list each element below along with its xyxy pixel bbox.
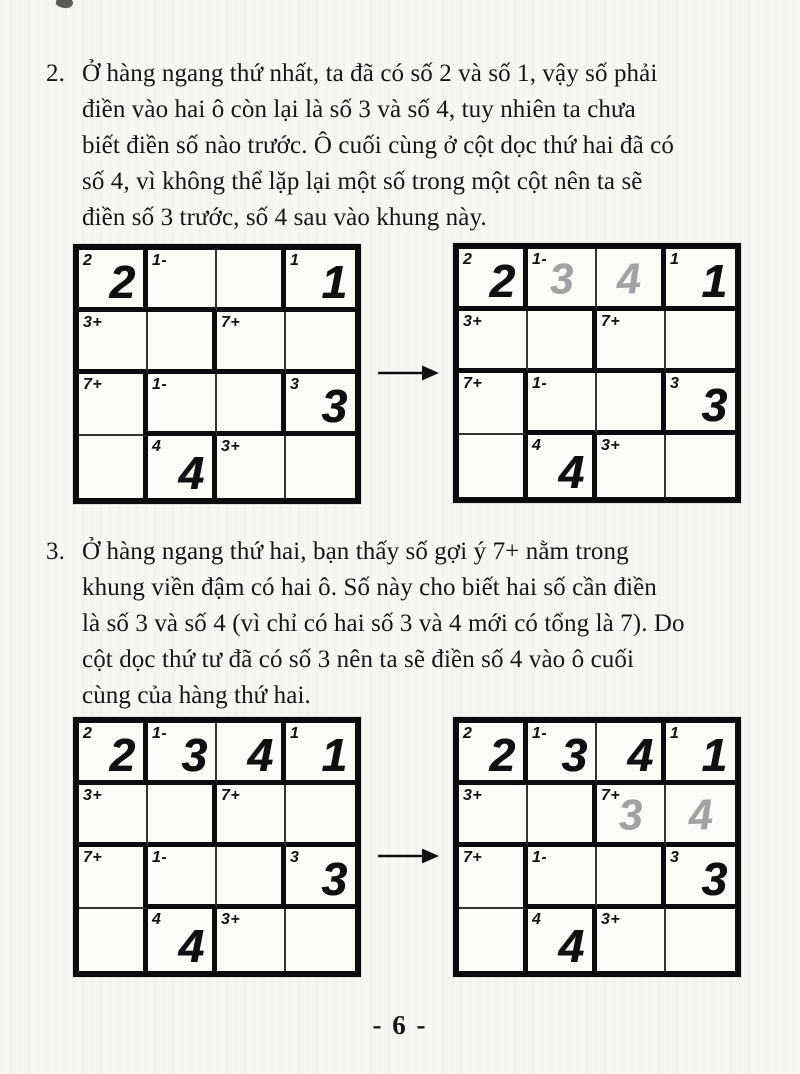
- grid-cell: [666, 723, 735, 785]
- grid-cell: [528, 723, 597, 785]
- cage-clue: 3: [290, 849, 300, 866]
- cage-clue: 4: [152, 911, 162, 928]
- step-number: 2.: [46, 60, 65, 87]
- cell-value-printed: 2: [109, 256, 135, 308]
- cage-clue: 7+: [221, 314, 241, 331]
- cell-value-printed: 4: [558, 920, 584, 972]
- cage-clue: 7+: [601, 787, 621, 804]
- grid-cell: [217, 847, 286, 909]
- cage-clue: 1-: [532, 725, 548, 742]
- grid-cell: [79, 847, 148, 909]
- grid-cell: [148, 436, 217, 498]
- step-number: 3.: [46, 538, 65, 565]
- grid-cell: [79, 312, 148, 374]
- grid-cell: [597, 311, 666, 373]
- cage-clue: 7+: [221, 787, 241, 804]
- cage-clue: 1-: [532, 849, 548, 866]
- grid-cell: [217, 250, 286, 312]
- cage-clue: 3+: [463, 313, 483, 330]
- grid-cell: [666, 909, 735, 971]
- text-line: biết điền số nào trước. Ô cuối cùng ở cột dọc thứ hai đã có: [82, 132, 674, 159]
- grid-cell: [459, 847, 528, 909]
- cage-clue: 3+: [601, 437, 621, 454]
- grid-cell: [459, 435, 528, 497]
- grid-cell: [286, 723, 355, 785]
- grid-cell: [217, 374, 286, 436]
- cage-clue: 1: [670, 725, 680, 742]
- cell-value-handwritten: 3: [617, 791, 644, 841]
- cage-clue: 1-: [532, 251, 548, 268]
- page-number: - 6 -: [372, 1010, 428, 1040]
- cage-clue: 3+: [601, 911, 621, 928]
- text-line: khung viền đậm có hai ô. Số này cho biết hai số cần điền: [82, 574, 657, 601]
- ink-smudge: [55, 0, 74, 9]
- grid-cell: [79, 909, 148, 971]
- cage-clue: 1-: [532, 375, 548, 392]
- cage-clue: 2: [463, 251, 473, 268]
- grid-cell: [666, 373, 735, 435]
- grid-cell: [79, 436, 148, 498]
- text-line: điền vào hai ô còn lại là số 3 và số 4, tuy nhiên ta chưa: [82, 96, 636, 123]
- grid-cell: [459, 909, 528, 971]
- arrow-right-icon: [376, 362, 440, 384]
- instruction-step-3: [46, 534, 770, 714]
- grid-cell: [666, 435, 735, 497]
- grid-cell: [459, 723, 528, 785]
- grid-cell: [79, 250, 148, 312]
- cell-value-printed: 4: [558, 446, 584, 498]
- grid-cell: [666, 249, 735, 311]
- cage-clue: 7+: [601, 313, 621, 330]
- cell-value-handwritten: 4: [687, 791, 714, 841]
- instruction-step-2: [46, 56, 770, 236]
- grid-cell: [459, 311, 528, 373]
- text-line: cột dọc thứ tư đã có số 3 nên ta sẽ điền số 4 vào ô cuối: [82, 646, 635, 673]
- grid-cell: [459, 249, 528, 311]
- grid-cell: [148, 374, 217, 436]
- puzzle-grid-step2-after: [453, 243, 741, 503]
- grid-cell: [148, 847, 217, 909]
- cage-clue: 1: [670, 251, 680, 268]
- cell-value-printed: 2: [489, 729, 515, 781]
- grid-cell: [148, 250, 217, 312]
- grid-cell: [528, 435, 597, 497]
- arrow-right-icon: [376, 845, 440, 867]
- cage-clue: 1: [290, 725, 300, 742]
- cell-value-printed: 2: [109, 729, 135, 781]
- grid-cell: [528, 249, 597, 311]
- cell-value-printed: 1: [321, 729, 347, 781]
- cell-value-printed: 3: [321, 853, 347, 905]
- text-line: Ở hàng ngang thứ hai, bạn thấy số gợi ý 7+ nằm trong: [82, 538, 629, 565]
- text-line: là số 3 và số 4 (vì chỉ có hai số 3 và 4 mới có tổng là 7). Do: [82, 610, 685, 637]
- cage-clue: 7+: [83, 376, 103, 393]
- cage-clue: 7+: [463, 375, 483, 392]
- grid-cell: [597, 373, 666, 435]
- grid-cell: [79, 374, 148, 436]
- grid-cell: [597, 909, 666, 971]
- cell-value-printed: 3: [561, 729, 587, 781]
- grid-cell: [148, 909, 217, 971]
- cage-clue: 3: [670, 849, 680, 866]
- cage-clue: 2: [83, 252, 93, 269]
- text-line: Ở hàng ngang thứ nhất, ta đã có số 2 và số 1, vậy số phải: [82, 60, 658, 87]
- grid-cell: [666, 847, 735, 909]
- grid-cell: [286, 847, 355, 909]
- cage-clue: 1-: [152, 849, 168, 866]
- grid-cell: [217, 785, 286, 847]
- puzzle-grid-step2-before: [73, 244, 361, 504]
- cell-value-printed: 3: [321, 380, 347, 432]
- grid-cell: [528, 311, 597, 373]
- puzzle-grid-step3-after: [453, 717, 741, 977]
- grid-cell: [597, 723, 666, 785]
- cell-value-handwritten: 4: [615, 255, 643, 305]
- grid-cell: [528, 373, 597, 435]
- cell-value-printed: 4: [178, 447, 204, 499]
- grid-cell: [459, 373, 528, 435]
- grid-cell: [148, 785, 217, 847]
- cell-value-printed: 1: [321, 256, 347, 308]
- cage-clue: 4: [532, 437, 542, 454]
- cage-clue: 3: [290, 376, 300, 393]
- grid-cell: [286, 312, 355, 374]
- cell-value-printed: 3: [701, 853, 727, 905]
- grid-cell: [666, 785, 735, 847]
- grid-cell: [286, 374, 355, 436]
- cell-value-handwritten: 3: [548, 255, 575, 305]
- grid-cell: [597, 847, 666, 909]
- grid-cell: [597, 249, 666, 311]
- cage-clue: 7+: [463, 849, 483, 866]
- grid-cell: [528, 909, 597, 971]
- grid-cell: [217, 436, 286, 498]
- cell-value-printed: 2: [489, 255, 515, 307]
- cage-clue: 3+: [221, 911, 241, 928]
- grid-cell: [148, 723, 217, 785]
- grid-cell: [79, 723, 148, 785]
- cell-value-printed: 4: [627, 729, 653, 781]
- cell-value-printed: 4: [247, 729, 273, 781]
- grid-cell: [286, 909, 355, 971]
- grid-cell: [286, 436, 355, 498]
- cage-clue: 3+: [221, 438, 241, 455]
- text-line: cùng của hàng thứ hai.: [82, 682, 311, 709]
- cage-clue: 3+: [463, 787, 483, 804]
- grid-cell: [148, 312, 217, 374]
- cell-value-printed: 3: [181, 729, 207, 781]
- grid-cell: [217, 723, 286, 785]
- cage-clue: 1-: [152, 252, 168, 269]
- grid-cell: [79, 785, 148, 847]
- cage-clue: 1-: [152, 376, 168, 393]
- cage-clue: 2: [83, 725, 93, 742]
- cage-clue: 2: [463, 725, 473, 742]
- text-line: điền số 3 trước, số 4 sau vào khung này.: [82, 204, 487, 231]
- cage-clue: 1-: [152, 725, 168, 742]
- cage-clue: 4: [532, 911, 542, 928]
- cage-clue: 3: [670, 375, 680, 392]
- cage-clue: 7+: [83, 849, 103, 866]
- cell-value-printed: 1: [701, 729, 727, 781]
- grid-cell: [597, 785, 666, 847]
- grid-cell: [666, 311, 735, 373]
- grid-cell: [217, 909, 286, 971]
- cage-clue: 4: [152, 438, 162, 455]
- cell-value-printed: 3: [701, 379, 727, 431]
- text-line: số 4, vì không thể lặp lại một số trong một cột nên ta sẽ: [82, 168, 643, 195]
- cell-value-printed: 1: [701, 255, 727, 307]
- grid-cell: [286, 250, 355, 312]
- cell-value-printed: 4: [178, 920, 204, 972]
- cage-clue: 1: [290, 252, 300, 269]
- cage-clue: 3+: [83, 314, 103, 331]
- grid-cell: [528, 847, 597, 909]
- grid-cell: [597, 435, 666, 497]
- grid-cell: [528, 785, 597, 847]
- grid-cell: [217, 312, 286, 374]
- cage-clue: 3+: [83, 787, 103, 804]
- puzzle-grid-step3-before: [73, 717, 361, 977]
- grid-cell: [459, 785, 528, 847]
- grid-cell: [286, 785, 355, 847]
